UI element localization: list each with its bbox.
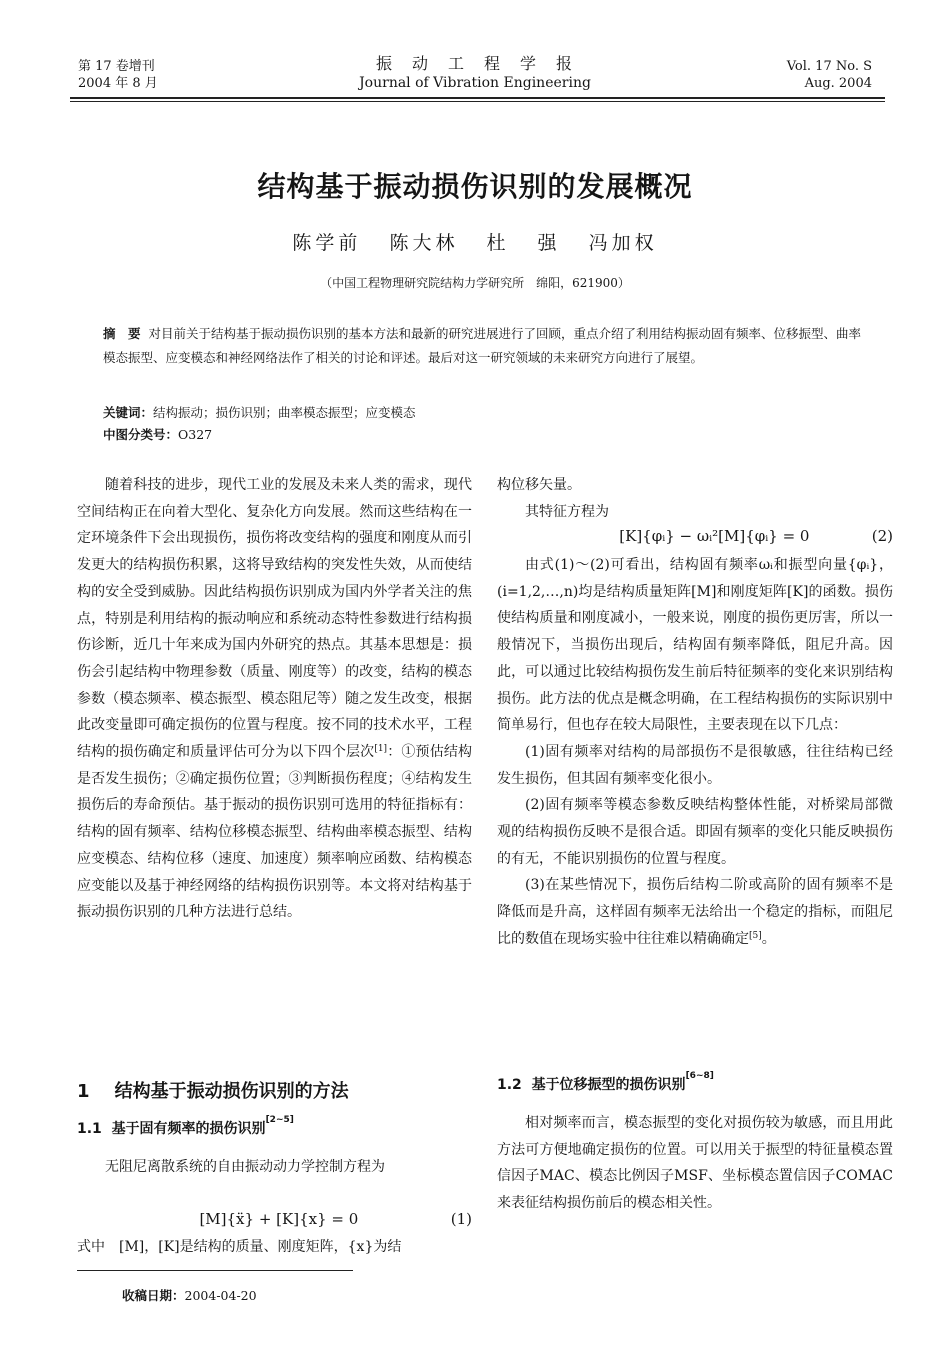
equation-2-number: (2) [871, 527, 893, 545]
right-column [497, 472, 893, 525]
equation-1 [77, 1210, 472, 1228]
subsection-1-1-number: 1.1 [77, 1121, 102, 1137]
volume-en: Vol. 17 No. S [786, 59, 872, 74]
journal-title-en: Journal of Vibration Engineering [359, 75, 591, 91]
citation-ref-1: [1] [374, 744, 388, 755]
keywords-text: 结构振动；损伤识别；曲率模态振型；应变模态 [153, 405, 416, 420]
mode-shape-block [497, 1110, 893, 1217]
left-column [77, 472, 472, 926]
subsection-1-2-title: 基于位移振型的损伤识别 [531, 1077, 686, 1093]
equation-2 [497, 527, 893, 545]
volume-issue: 第 17 卷增刊 [78, 59, 155, 74]
equation-1-number: (1) [450, 1210, 472, 1228]
section-1-heading [77, 1077, 349, 1103]
equation-1-description [77, 1234, 472, 1261]
intro-text-2: ：①预估结构是否发生损伤；②确定损伤位置；③判断损伤程度；④结构发生损伤后的寿命预估。基于振动的损伤识别可选用的特征指标有：结构的固有频率、结构位移模态振型、结构曲率模态振型、结构应变模态、结构位移（速度、加速度）频率响应函数、结构模态应变能以及基于神经网络的结构损伤识别等。本文将对结构基于振动损伤识别的几种方法进行总结。 [77, 744, 473, 921]
header-rule [70, 97, 885, 99]
abstract [103, 322, 863, 370]
subsection-1-2-ref: [6~8] [685, 1071, 714, 1081]
subsection-1-1-ref: [2~5] [265, 1115, 294, 1125]
classification-code: O327 [178, 427, 213, 442]
equation-2-body: [K]{φᵢ} − ωᵢ²[M]{φᵢ} = 0 [619, 527, 810, 545]
subsection-1-2-number: 1.2 [497, 1077, 522, 1093]
section-1-title: 结构基于振动损伤识别的方法 [114, 1081, 349, 1102]
classification-label: 中图分类号： [103, 427, 179, 442]
keywords [103, 402, 863, 424]
limitation-item-3-end: 。 [761, 930, 776, 947]
footnote-rule [77, 1270, 353, 1271]
received-date-label: 收稿日期： [122, 1288, 185, 1303]
date-en: Aug. 2004 [804, 76, 872, 91]
limitation-item-3 [497, 872, 893, 952]
authors: 陈学前 陈大林 杜 强 冯加权 [292, 232, 658, 254]
characteristic-eq-intro: 其特征方程为 [525, 503, 609, 520]
intro-paragraph [77, 472, 472, 926]
equation-intro: 无阻尼离散系统的自由振动动力学控制方程为 [105, 1159, 385, 1175]
keywords-label: 关键词： [103, 405, 154, 420]
received-date: 2004-04-20 [184, 1288, 257, 1303]
limitation-item-1: (1)固有频率对结构的局部损伤不是很敏感，往往结构已经发生损伤，但其固有频率变化很小。 [497, 743, 893, 787]
publication-date: 2004 年 8 月 [78, 76, 158, 91]
equation-1-symbols: 式中 [M]，[K]是结构的质量、刚度矩阵，{x}为结 [77, 1239, 402, 1255]
paper-title: 结构基于振动损伤识别的发展概况 [257, 170, 693, 203]
citation-ref-5: [5] [749, 930, 762, 941]
section-1-number: 1 [77, 1081, 90, 1102]
classification [103, 424, 863, 446]
footnote [122, 1286, 257, 1304]
limitation-item-3-text: (3)在某些情况下，损伤后结构二阶或高阶的固有频率不是降低而是升高，这样固有频率无法给出一个稳定的指标，而阻尼比的数值在现场实验中往往难以精确确定 [497, 877, 893, 947]
subsection-1-1-title: 基于固有频率的损伤识别 [111, 1121, 266, 1137]
limitation-item-2: (2)固有频率等模态参数反映结构整体性能，对桥梁局部微观的结构损伤反映不是很合适。即固有频率的变化只能反映损伤的有无，不能识别损伤的位置与程度。 [497, 797, 893, 867]
intro-text-1: 随着科技的进步，现代工业的发展及未来人类的需求，现代空间结构正在向着大型化、复杂化方向发展。然而这些结构在一定环境条件下会出现损伤，损伤将改变结构的强度和刚度从而引发更大的结构损伤积累，这将导致结构的突发性失效，从而使结构的安全受到威胁。因此结构损伤识别成为国内外学者关注的焦点，特别是利用结构的振动响应和系统动态特性参数进行结构损伤诊断，近几十年来成为国内外研究的热点。其基本思想是：损伤会引起结构中物理参数（质量、刚度等）的改变，结构的模态参数（模态频率、模态振型、模态阻尼等）随之发生改变，根据此改变量即可确定损伤的位置与程度。按不同的技术水平，工程结构的损伤确定和质量评估可分为以下四个层次 [77, 477, 472, 761]
journal-title-cn: 振 动 工 程 学 报 [375, 54, 574, 73]
journal-issue-en [787, 58, 872, 92]
abstract-text: 对目前关于结构基于振动损伤识别的基本方法和最新的研究进展进行了回顾，重点介绍了利用结构振动固有频率、位移振型、曲率模态振型、应变模态和神经网络法作了相关的讨论和评述。最后对这一研究领域的未来研究方向进行了展望。 [103, 326, 861, 365]
continued-text: 构位移矢量。 [497, 477, 581, 493]
affiliation: （中国工程物理研究院结构力学研究所 绵阳，621900） [320, 276, 630, 290]
subsection-1-1-heading [77, 1115, 294, 1138]
header-rule-thin [70, 101, 885, 102]
subsection-1-2-heading [497, 1071, 714, 1094]
frequency-method-paragraph: 由式(1)～(2)可看出，结构固有频率ωᵢ和振型向量{φᵢ}，(i=1,2,…,n)均是结构质量矩阵[M]和刚度矩阵[K]的函数。损伤使结构质量和刚度减小，一般来说，刚度的损伤更厉害，所以一般情况下，当损伤出现后，结构固有频率降低，阻尼升高。因此，可以通过比较结构损伤发生前后特征频率的变化来识别结构损伤。此方法的优点是概念明确，在工程结构损伤的实际识别中简单易行，但也存在较大局限性，主要表现在以下几点： [497, 557, 893, 734]
right-column-body [497, 552, 893, 953]
equation-intro-block [77, 1154, 472, 1181]
mode-shape-paragraph: 相对频率而言，模态振型的变化对损伤较为敏感，而且用此方法可方便地确定损伤的位置。可以用关于振型的特征量模态置信因子MAC、模态比例因子MSF、坐标模态置信因子COMAC来表征结构损伤前后的模态相关性。 [497, 1115, 893, 1212]
abstract-label: 摘 要 [103, 326, 141, 341]
equation-1-body: [M]{ẍ} + [K]{x} = 0 [199, 1210, 359, 1228]
